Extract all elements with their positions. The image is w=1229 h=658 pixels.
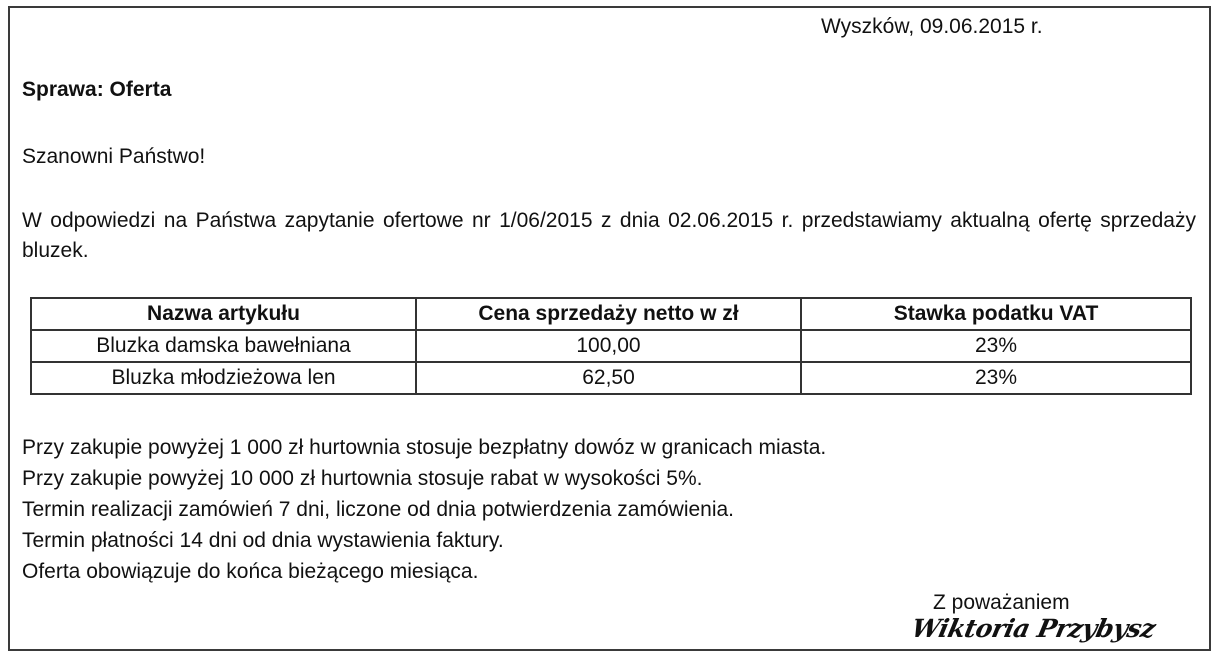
cell-vat-rate: 23% [801, 362, 1191, 394]
cell-item-name: Bluzka damska bawełniana [31, 330, 416, 362]
table-header-row [31, 298, 1191, 330]
handwritten-signature: Wiktoria Przybysz [908, 614, 1158, 643]
cell-item-name: Bluzka młodzieżowa len [31, 362, 416, 394]
term-line: Przy zakupie powyżej 1 000 zł hurtownia stosuje bezpłatny dowóz w granicach miasta. [22, 436, 827, 459]
header-vat-rate: Stawka podatku VAT [801, 298, 1191, 330]
cell-net-price: 100,00 [416, 330, 801, 362]
intro-paragraph: W odpowiedzi na Państwa zapytanie ofertowe nr 1/06/2015 z dnia 02.06.2015 r. przedstawiamy aktualną ofertę sprzedaży bluzek. [22, 209, 1196, 262]
term-line: Przy zakupie powyżej 10 000 zł hurtownia stosuje rabat w wysokości 5%. [22, 467, 703, 490]
header-item-name: Nazwa artykułu [31, 298, 416, 330]
term-line: Oferta obowiązuje do końca bieżącego miesiąca. [22, 560, 479, 583]
table-row [31, 330, 1191, 362]
closing-phrase: Z poważaniem [933, 591, 1070, 614]
salutation: Szanowni Państwo! [22, 145, 206, 168]
term-line: Termin płatności 14 dni od dnia wystawienia faktury. [22, 529, 504, 552]
term-line: Termin realizacji zamówień 7 dni, liczone od dnia potwierdzenia zamówienia. [22, 498, 735, 521]
table-row [31, 362, 1191, 394]
cell-net-price: 62,50 [416, 362, 801, 394]
header-net-price: Cena sprzedaży netto w zł [416, 298, 801, 330]
cell-vat-rate: 23% [801, 330, 1191, 362]
place-date: Wyszków, 09.06.2015 r. [821, 15, 1043, 38]
subject-line: Sprawa: Oferta [22, 78, 172, 101]
offer-table [30, 297, 1192, 395]
terms-list [22, 432, 826, 587]
